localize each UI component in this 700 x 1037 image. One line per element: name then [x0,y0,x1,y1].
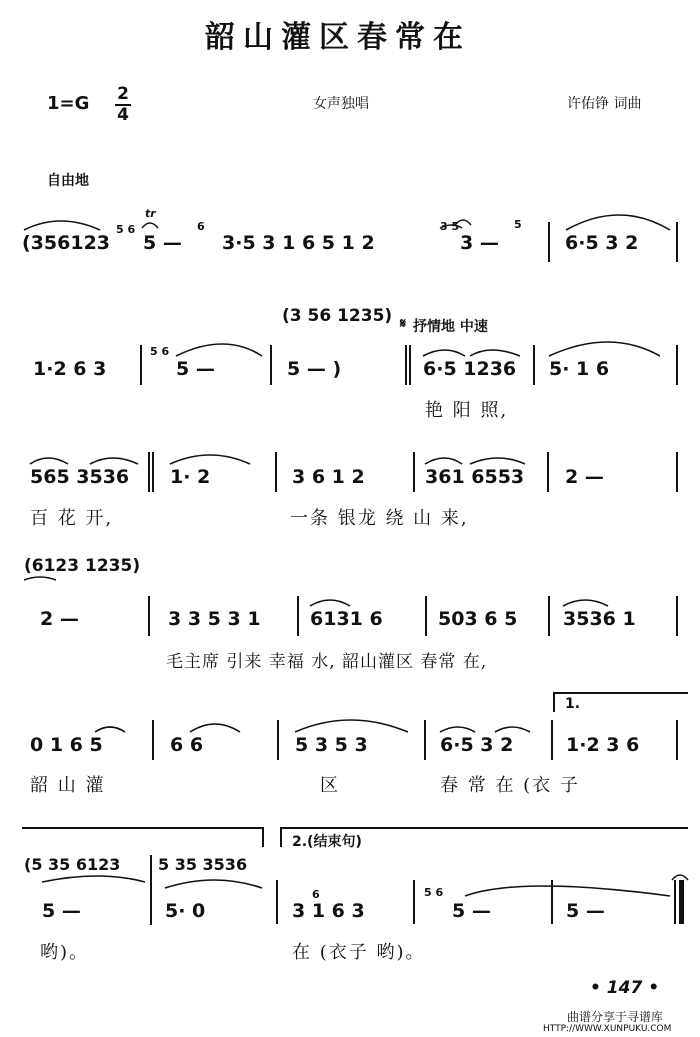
slur [423,350,465,356]
s5-lyrics-2: 区 [320,775,340,796]
s6-measure-4: 5 — [452,900,491,922]
fermata [142,223,158,228]
s4-measure-3: 6131 6 [310,608,383,630]
s3-measure-5: 2 — [565,466,604,488]
key-signature: 1=G [47,93,90,114]
slur [95,727,125,732]
slur [42,876,145,882]
slur [470,458,525,464]
slur [24,577,56,580]
slur [90,458,138,464]
s6-grace-1: 6 [312,888,320,901]
s2-measure-5: 5· 1 6 [549,358,610,380]
slur [440,225,462,228]
fermata [672,875,688,880]
fermata [455,220,471,225]
slur [495,727,530,732]
s5-lyrics-1: 韶 山 灌 [30,775,106,796]
s1-measure-5: 6·5 3 2 [565,232,639,254]
s4-measure-5: 3536 1 [563,608,636,630]
score-title: 韶山灌区春常在 [205,20,471,55]
performance-type: 女声独唱 [313,96,369,112]
trill-mark: tr [145,207,156,220]
site-caption: 曲谱分享于寻谱库 [567,1010,664,1024]
s2-grace: 5 6 [150,345,170,358]
s2-intro-notes: (3 56 1235) [282,306,393,326]
tempo-expressive: 抒情地 中速 [413,319,488,335]
s6-intro-notes-2: 5 35 3536 [158,855,248,874]
s2-measure-2: 5 — [176,358,215,380]
s3-lyrics-1: 百 花 开, [30,508,114,529]
s5-measure-1: 0 1 6 5 [30,734,103,756]
s1-measure-3: 3·5 3 1 6 5 1 2 [222,232,375,254]
s5-lyrics-3: 春 常 在 (衣 子 [440,775,580,796]
s1-grace-small-2: 5 [514,218,522,231]
s3-measure-2: 1· 2 [170,466,211,488]
slur [440,727,475,732]
s1-grace-small: 6 [197,220,205,233]
s6-measure-2: 5· 0 [165,900,206,922]
credits: 许佑铮 词曲 [567,96,642,112]
s2-measure-3: 5 — ) [287,358,342,380]
slur [566,215,670,230]
slur [30,458,68,464]
s1-grace-1: 5 6 [116,223,136,236]
s6-lyrics-2: 在 (衣子 哟)。 [292,942,426,963]
s6-measure-5: 5 — [566,900,605,922]
segno-sign: 𝄋 [400,316,407,332]
s2-measure-1: 1·2 6 3 [33,358,107,380]
slur [425,458,462,464]
s3-measure-3: 3 6 1 2 [292,466,365,488]
s4-intro-notes: (6123 1235) [24,556,141,576]
s1-grace-2: 3 5 [440,220,460,233]
s4-measure-4: 503 6 5 [438,608,518,630]
s1-measure-1: (356123 [22,232,111,254]
s6-intro-notes-1: (5 35 6123 [24,855,121,874]
slur [310,600,350,606]
slur [24,221,100,230]
slur [165,880,262,888]
s2-measure-4: 6·5 1236 [423,358,517,380]
tempo-free: 自由地 [47,173,89,189]
slur [549,342,660,356]
page-number: • 147 • [590,978,660,998]
slur [176,344,262,356]
slur [563,600,608,606]
s5-measure-2: 6 6 [170,734,204,756]
s6-grace-2: 5 6 [424,886,444,899]
s6-measure-1: 5 — [42,900,81,922]
s5-measure-3: 5 3 5 3 [295,734,368,756]
s3-measure-1: 565 3536 [30,466,130,488]
s6-measure-3: 3 1 6 3 [292,900,365,922]
s6-lyrics-1: 哟)。 [40,942,90,963]
slur [170,455,250,464]
slur [295,720,408,732]
time-sig-top: 2 [117,84,129,104]
s1-measure-4: 3 — [460,232,499,254]
s5-measure-4: 6·5 3 2 [440,734,514,756]
s4-measure-1: 2 — [40,608,79,630]
slur [470,350,520,356]
s1-measure-2: 5 — [143,232,182,254]
slur [465,886,670,896]
slur [190,724,240,732]
site-url[interactable]: HTTP://WWW.XUNPUKU.COM [543,1024,672,1034]
volta-2-label: 2.(结束句) [292,834,362,850]
time-sig-bottom: 4 [117,105,129,125]
volta-1-label: 1. [565,696,581,712]
s2-lyrics: 艳 阳 照, [425,400,509,421]
s5-measure-5: 1·2 3 6 [566,734,640,756]
s3-lyrics-2: 一条 银龙 绕 山 来, [290,508,469,529]
s4-lyrics: 毛主席 引来 幸福 水, 韶山灌区 春常 在, [166,652,488,672]
s4-measure-2: 3 3 5 3 1 [168,608,261,630]
s3-measure-4: 361 6553 [425,466,525,488]
